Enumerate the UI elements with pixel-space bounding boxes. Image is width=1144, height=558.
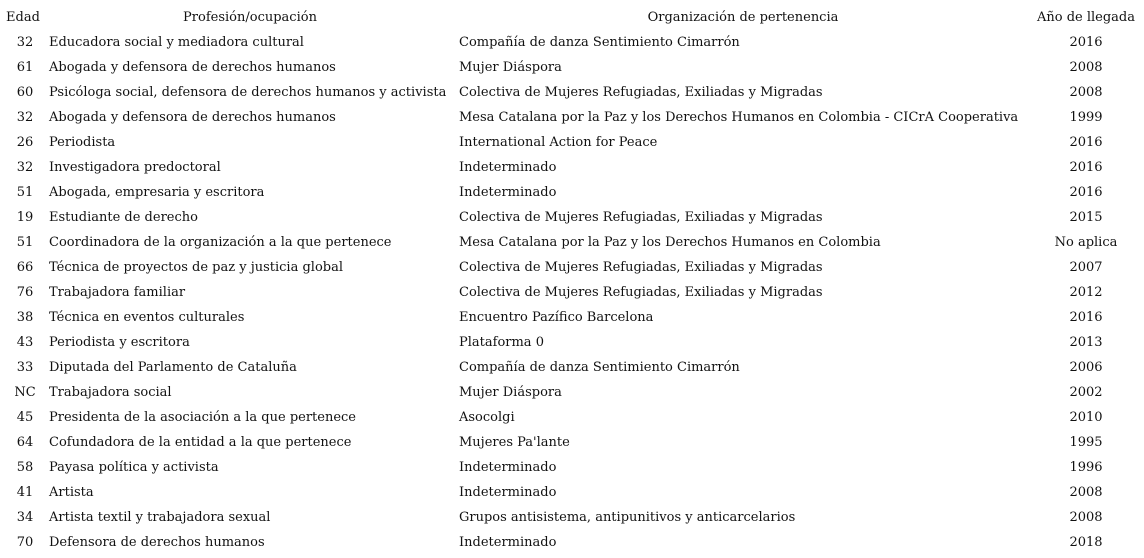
cell-organization: Mesa Catalana por la Paz y los Derechos Humanos en Colombia bbox=[459, 235, 881, 250]
cell-organization: Colectiva de Mujeres Refugiadas, Exiliadas y Migradas bbox=[459, 260, 823, 275]
cell-organization: Indeterminado bbox=[459, 535, 557, 550]
table-row bbox=[0, 55, 1144, 80]
cell-profession: Abogada, empresaria y escritora bbox=[49, 185, 265, 200]
cell-profession: Periodista bbox=[49, 135, 116, 150]
cell-profession: Abogada y defensora de derechos humanos bbox=[49, 110, 336, 125]
cell-organization: Compañía de danza Sentimiento Cimarrón bbox=[459, 360, 740, 375]
cell-profession: Payasa política y activista bbox=[49, 460, 219, 475]
cell-organization: Compañía de danza Sentimiento Cimarrón bbox=[459, 35, 740, 50]
cell-organization: Colectiva de Mujeres Refugiadas, Exiliadas y Migradas bbox=[459, 85, 823, 100]
header-year: Año de llegada bbox=[1036, 10, 1136, 25]
cell-age: 26 bbox=[16, 135, 34, 150]
cell-age: 61 bbox=[16, 60, 34, 75]
cell-profession: Técnica de proyectos de paz y justicia global bbox=[49, 260, 344, 275]
table-row bbox=[0, 505, 1144, 530]
cell-year: 2002 bbox=[1069, 385, 1103, 400]
table-row bbox=[0, 130, 1144, 155]
cell-profession: Educadora social y mediadora cultural bbox=[49, 35, 304, 50]
cell-age: 19 bbox=[16, 210, 34, 225]
cell-year: 2016 bbox=[1069, 135, 1103, 150]
cell-age: 32 bbox=[16, 160, 34, 175]
cell-organization: Indeterminado bbox=[459, 185, 557, 200]
cell-year: 1996 bbox=[1069, 460, 1103, 475]
cell-age: 32 bbox=[16, 35, 34, 50]
table-row bbox=[0, 255, 1144, 280]
table-row bbox=[0, 355, 1144, 380]
table-row bbox=[0, 380, 1144, 405]
cell-organization: Mujer Diáspora bbox=[459, 385, 562, 400]
cell-year: 2008 bbox=[1069, 485, 1103, 500]
table-row bbox=[0, 205, 1144, 230]
cell-year: 2018 bbox=[1069, 535, 1103, 550]
cell-organization: Mujer Diáspora bbox=[459, 60, 562, 75]
table-row bbox=[0, 180, 1144, 205]
cell-organization: Plataforma 0 bbox=[459, 335, 544, 350]
table-row bbox=[0, 155, 1144, 180]
cell-profession: Presidenta de la asociación a la que pertenece bbox=[49, 410, 357, 425]
cell-organization: Mujeres Pa'lante bbox=[459, 435, 570, 450]
cell-year: 1999 bbox=[1069, 110, 1103, 125]
cell-year: 2008 bbox=[1069, 510, 1103, 525]
cell-organization: Mesa Catalana por la Paz y los Derechos Humanos en Colombia - CICrA Cooperativa bbox=[459, 110, 1019, 125]
cell-organization: International Action for Peace bbox=[459, 135, 658, 150]
cell-profession: Abogada y defensora de derechos humanos bbox=[49, 60, 336, 75]
cell-profession: Técnica en eventos culturales bbox=[49, 310, 245, 325]
table-row bbox=[0, 455, 1144, 480]
header-profession: Profesión/ocupación bbox=[183, 10, 317, 25]
cell-organization: Colectiva de Mujeres Refugiadas, Exiliadas y Migradas bbox=[459, 285, 823, 300]
cell-year: 2013 bbox=[1069, 335, 1103, 350]
cell-profession: Estudiante de derecho bbox=[49, 210, 198, 225]
cell-organization: Indeterminado bbox=[459, 460, 557, 475]
table-row bbox=[0, 430, 1144, 455]
cell-profession: Artista bbox=[49, 485, 94, 500]
cell-profession: Investigadora predoctoral bbox=[49, 160, 221, 175]
cell-year: 2015 bbox=[1069, 210, 1103, 225]
cell-organization: Colectiva de Mujeres Refugiadas, Exiliadas y Migradas bbox=[459, 210, 823, 225]
cell-age: 76 bbox=[16, 285, 34, 300]
cell-organization: Indeterminado bbox=[459, 160, 557, 175]
header-organization: Organización de pertenencia bbox=[647, 10, 839, 25]
cell-age: 60 bbox=[16, 85, 34, 100]
table-row bbox=[0, 80, 1144, 105]
cell-year: 2010 bbox=[1069, 410, 1103, 425]
cell-profession: Periodista y escritora bbox=[49, 335, 190, 350]
table-row bbox=[0, 305, 1144, 330]
cell-age: 51 bbox=[16, 185, 34, 200]
cell-organization: Grupos antisistema, antipunitivos y anticarcelarios bbox=[459, 510, 796, 525]
table-row bbox=[0, 405, 1144, 430]
table-header-row bbox=[0, 5, 1144, 30]
cell-profession: Coordinadora de la organización a la que pertenece bbox=[49, 235, 392, 250]
cell-organization: Asocolgi bbox=[459, 410, 515, 425]
cell-year: 2016 bbox=[1069, 310, 1103, 325]
table-row bbox=[0, 230, 1144, 255]
cell-year: 2008 bbox=[1069, 85, 1103, 100]
cell-age: 34 bbox=[16, 510, 34, 525]
cell-age: 43 bbox=[16, 335, 34, 350]
cell-year: 2016 bbox=[1069, 35, 1103, 50]
cell-year: No aplica bbox=[1054, 235, 1118, 250]
cell-profession: Diputada del Parlamento de Cataluña bbox=[49, 360, 297, 375]
table-row bbox=[0, 530, 1144, 555]
cell-age: 45 bbox=[16, 410, 34, 425]
cell-year: 2006 bbox=[1069, 360, 1103, 375]
cell-profession: Artista textil y trabajadora sexual bbox=[49, 510, 271, 525]
cell-profession: Trabajadora familiar bbox=[49, 285, 186, 300]
cell-age: 66 bbox=[16, 260, 34, 275]
cell-year: 2016 bbox=[1069, 160, 1103, 175]
cell-year: 2012 bbox=[1069, 285, 1103, 300]
table-row bbox=[0, 480, 1144, 505]
cell-age: 38 bbox=[16, 310, 34, 325]
cell-age: 32 bbox=[16, 110, 34, 125]
cell-profession: Cofundadora de la entidad a la que pertenece bbox=[49, 435, 352, 450]
cell-profession: Psicóloga social, defensora de derechos humanos y activista bbox=[49, 85, 447, 100]
cell-year: 1995 bbox=[1069, 435, 1103, 450]
cell-age: 41 bbox=[16, 485, 34, 500]
header-age: Edad bbox=[6, 10, 40, 25]
cell-age: 70 bbox=[16, 535, 34, 550]
cell-profession: Trabajadora social bbox=[49, 385, 172, 400]
table-row bbox=[0, 30, 1144, 55]
cell-age: NC bbox=[14, 385, 36, 400]
cell-organization: Encuentro Pazífico Barcelona bbox=[459, 310, 654, 325]
cell-organization: Indeterminado bbox=[459, 485, 557, 500]
cell-age: 33 bbox=[16, 360, 34, 375]
table-row bbox=[0, 280, 1144, 305]
cell-year: 2007 bbox=[1069, 260, 1103, 275]
cell-age: 64 bbox=[16, 435, 34, 450]
cell-profession: Defensora de derechos humanos bbox=[49, 535, 265, 550]
cell-age: 58 bbox=[16, 460, 34, 475]
table-row bbox=[0, 105, 1144, 130]
cell-year: 2016 bbox=[1069, 185, 1103, 200]
table-row bbox=[0, 330, 1144, 355]
cell-year: 2008 bbox=[1069, 60, 1103, 75]
cell-age: 51 bbox=[16, 235, 34, 250]
